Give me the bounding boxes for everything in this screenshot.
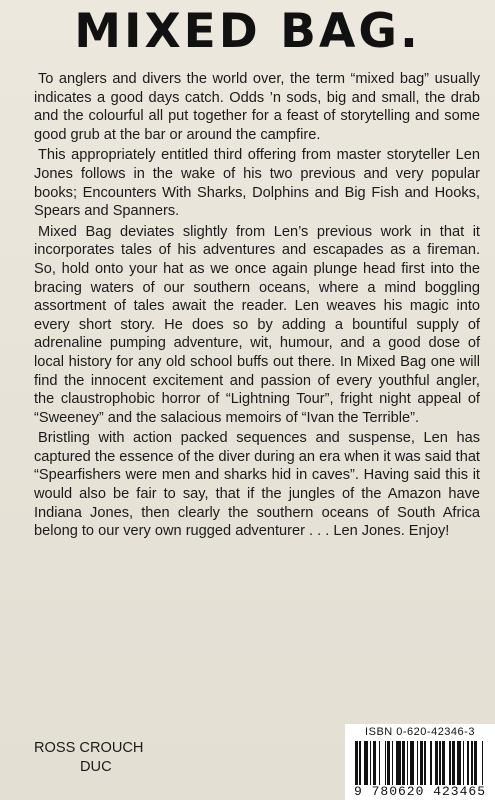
barcode-bars [355, 741, 487, 785]
signature [34, 739, 143, 776]
blurb-paragraph: This appropriately entitled third offering from master storyteller Len Jones follows in the wake of his two previous and very popular books; Encounters With Sharks, Dolphins and Big Fish and Hooks, Spears and Spanners. [34, 147, 480, 220]
blurb [34, 70, 480, 543]
blurb-paragraph: To anglers and divers the world over, the term “mixed bag” usually indicates a good days catch. Odds ’n sods, big and small, the drab and the colourful all put together for a feast of storytelling and some good grub at the bar or around the campfire. [34, 71, 480, 143]
barcode [345, 724, 495, 800]
barcode-digits: 9 780620 423465 [353, 784, 487, 799]
isbn-label: ISBN 0-620-42346-3 [365, 726, 475, 738]
signature-suffix: DUC [80, 758, 112, 775]
book-title: MIXED BAG. [74, 4, 421, 59]
barcode-stripe [483, 741, 486, 785]
blurb-paragraph: Bristling with action packed sequences and suspense, Len has captured the essence of the diver during an era when it was said that “Spearfishers were men and sharks hid in caves”. Having said this it would also be fair to say, that if the jungles of the Amazon have Indiana Jones, then clearly the southern oceans of South Africa belong to our very own rugged adventurer . . . Len Jones. Enjoy! [34, 430, 480, 540]
blurb-paragraph: Mixed Bag deviates slightly from Len’s previous work in that it incorporates tales of his adventures and escapades as a fireman. So, hold onto your hat as we once again plunge head first into the bracing waters of our southern oceans, where a mind boggling assortment of tales await the reader. Len weaves his magic into every short story. He does so by adding a bountiful supply of adrenaline pumping adventure, wit, humour, and a good dose of local history for any old school buffs out there. In Mixed Bag one will find the innocent excitement and passion of every youthful angler, the claustrophobic horror of “Lightning Tour”, fright night appeal of “Sweeney” and the salacious memoirs of “Ivan the Terrible”. [34, 223, 480, 426]
signature-name: ROSS CROUCH [34, 740, 144, 756]
